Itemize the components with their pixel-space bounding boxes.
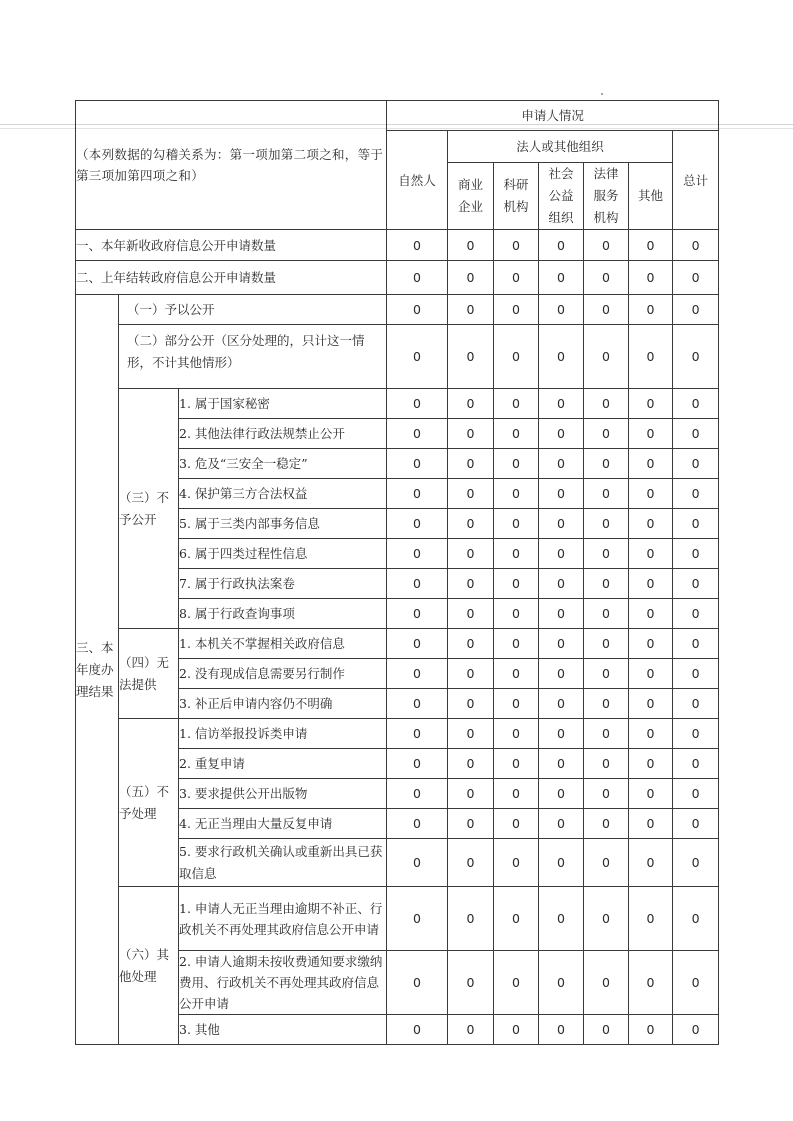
other-process-group-label: [119, 887, 179, 1045]
value-cell: 0: [448, 629, 494, 659]
value-cell: 0: [584, 1015, 629, 1045]
value-cell: 0: [539, 389, 584, 419]
value-cell: 0: [539, 569, 584, 599]
value-cell: 0: [629, 629, 673, 659]
total-cell: 0: [673, 261, 719, 295]
value-cell: 0: [629, 479, 673, 509]
value-cell: 0: [448, 419, 494, 449]
total-cell: 0: [673, 749, 719, 779]
value-cell: 0: [494, 719, 539, 749]
value-cell: 0: [494, 419, 539, 449]
value-cell: 0: [448, 839, 494, 887]
value-cell: 0: [387, 951, 448, 1015]
value-cell: 0: [387, 809, 448, 839]
value-cell: 0: [494, 509, 539, 539]
table-row: [76, 325, 719, 389]
row-label: 3. 补正后申请内容仍不明确: [179, 689, 387, 719]
value-cell: 0: [448, 479, 494, 509]
row-label: 1. 属于国家秘密: [179, 389, 387, 419]
value-cell: 0: [387, 261, 448, 295]
row-label: 3. 要求提供公开出版物: [179, 779, 387, 809]
total-cell: 0: [673, 629, 719, 659]
value-cell: 0: [494, 1015, 539, 1045]
section3-label-line: 年度办: [76, 661, 114, 677]
total-cell: 0: [673, 325, 719, 389]
header-row-1: [76, 101, 719, 131]
not-process-group-label: [119, 719, 179, 887]
total-cell: 0: [673, 479, 719, 509]
value-cell: 0: [584, 479, 629, 509]
row-label: 1. 申请人无正当理由逾期不补正、行政机关不再处理其政府信息公开申请: [179, 887, 387, 951]
value-cell: 0: [584, 449, 629, 479]
col-header-line: 机构: [503, 199, 529, 214]
value-cell: 0: [494, 261, 539, 295]
not-disclose-group-label: [119, 389, 179, 629]
row-label: 3. 危及“三安全一稳定”: [179, 449, 387, 479]
value-cell: 0: [387, 419, 448, 449]
col-header-line: 公益: [548, 188, 574, 203]
value-cell: 0: [387, 659, 448, 689]
table-row: [76, 719, 719, 749]
value-cell: 0: [387, 295, 448, 325]
value-cell: 0: [629, 719, 673, 749]
value-cell: 0: [448, 569, 494, 599]
value-cell: 0: [494, 749, 539, 779]
row-label: 1. 信访举报投诉类申请: [179, 719, 387, 749]
col-header-business: [448, 163, 494, 230]
value-cell: 0: [584, 951, 629, 1015]
scan-speck: [601, 93, 603, 95]
table-row: [76, 887, 719, 951]
table-row: [76, 230, 719, 261]
value-cell: 0: [539, 539, 584, 569]
value-cell: 0: [448, 295, 494, 325]
row-label: 5. 属于三类内部事务信息: [179, 509, 387, 539]
total-cell: 0: [673, 659, 719, 689]
value-cell: 0: [629, 325, 673, 389]
total-cell: 0: [673, 809, 719, 839]
col-header-other: [629, 163, 673, 230]
value-cell: 0: [494, 389, 539, 419]
table-row: [76, 295, 719, 325]
total-cell: 0: [673, 779, 719, 809]
row-label: 2. 重复申请: [179, 749, 387, 779]
total-cell: 0: [673, 569, 719, 599]
col-header-line: 其他: [638, 188, 664, 203]
value-cell: 0: [584, 809, 629, 839]
value-cell: 0: [448, 509, 494, 539]
group-label-line: 予公开: [119, 511, 157, 527]
total-cell: 0: [673, 839, 719, 887]
value-cell: 0: [539, 230, 584, 261]
value-cell: 0: [387, 839, 448, 887]
col-header-line: 服务: [593, 188, 619, 203]
total-cell: 0: [673, 1015, 719, 1045]
row-label-disclose: （一）予以公开: [119, 295, 387, 325]
value-cell: 0: [387, 1015, 448, 1045]
total-cell: 0: [673, 449, 719, 479]
value-cell: 0: [494, 809, 539, 839]
value-cell: 0: [448, 325, 494, 389]
value-cell: 0: [539, 719, 584, 749]
value-cell: 0: [494, 951, 539, 1015]
value-cell: 0: [539, 951, 584, 1015]
value-cell: 0: [539, 479, 584, 509]
value-cell: 0: [629, 419, 673, 449]
total-cell: 0: [673, 951, 719, 1015]
value-cell: 0: [629, 569, 673, 599]
total-cell: 0: [673, 389, 719, 419]
total-cell: 0: [673, 539, 719, 569]
col-header-line: 法律: [593, 166, 619, 181]
total-header: 总计: [673, 131, 719, 230]
value-cell: 0: [448, 749, 494, 779]
group-label-line: （四）无: [119, 654, 170, 670]
row-label: 2. 其他法律行政法规禁止公开: [179, 419, 387, 449]
value-cell: 0: [494, 659, 539, 689]
value-cell: 0: [387, 749, 448, 779]
value-cell: 0: [387, 629, 448, 659]
value-cell: 0: [387, 887, 448, 951]
row-label: 6. 属于四类过程性信息: [179, 539, 387, 569]
value-cell: 0: [539, 887, 584, 951]
row-label: 5. 要求行政机关确认或重新出具已获取信息: [179, 839, 387, 887]
section3-label-line: 理结果: [76, 683, 114, 699]
value-cell: 0: [448, 261, 494, 295]
value-cell: 0: [584, 719, 629, 749]
value-cell: 0: [448, 689, 494, 719]
value-cell: 0: [584, 749, 629, 779]
section3-label: [76, 295, 119, 1045]
group-label-line: 他处理: [119, 968, 157, 984]
value-cell: 0: [629, 887, 673, 951]
value-cell: 0: [584, 261, 629, 295]
value-cell: 0: [539, 261, 584, 295]
value-cell: 0: [539, 599, 584, 629]
value-cell: 0: [584, 230, 629, 261]
value-cell: 0: [584, 839, 629, 887]
value-cell: 0: [629, 839, 673, 887]
value-cell: 0: [584, 659, 629, 689]
cannot-provide-group-label: [119, 629, 179, 719]
value-cell: 0: [448, 539, 494, 569]
value-cell: 0: [387, 509, 448, 539]
col-header-line: 组织: [548, 210, 574, 225]
total-cell: 0: [673, 419, 719, 449]
natural-person-header: 自然人: [387, 131, 448, 230]
col-header-line: 企业: [458, 199, 484, 214]
row-label: 4. 保护第三方合法权益: [179, 479, 387, 509]
value-cell: 0: [629, 689, 673, 719]
row-label: 8. 属于行政查询事项: [179, 599, 387, 629]
group-label-line: （五）不: [119, 783, 170, 799]
value-cell: 0: [448, 599, 494, 629]
col-header-research: [494, 163, 539, 230]
value-cell: 0: [494, 230, 539, 261]
value-cell: 0: [539, 295, 584, 325]
value-cell: 0: [539, 449, 584, 479]
value-cell: 0: [387, 325, 448, 389]
value-cell: 0: [539, 1015, 584, 1045]
value-cell: 0: [539, 629, 584, 659]
value-cell: 0: [584, 295, 629, 325]
table-row: [76, 629, 719, 659]
value-cell: 0: [448, 659, 494, 689]
value-cell: 0: [448, 887, 494, 951]
total-cell: 0: [673, 509, 719, 539]
total-cell: 0: [673, 295, 719, 325]
note-text: （本列数据的勾稽关系为：第一项加第二项之和，等于第三项加第四项之和）: [76, 147, 384, 183]
value-cell: 0: [494, 539, 539, 569]
value-cell: 0: [629, 539, 673, 569]
value-cell: 0: [448, 449, 494, 479]
value-cell: 0: [629, 779, 673, 809]
value-cell: 0: [539, 779, 584, 809]
value-cell: 0: [584, 419, 629, 449]
value-cell: 0: [494, 479, 539, 509]
col-header-public-welfare: [539, 163, 584, 230]
value-cell: 0: [629, 659, 673, 689]
value-cell: 0: [629, 261, 673, 295]
value-cell: 0: [629, 295, 673, 325]
applicant-group-header: 申请人情况: [387, 101, 719, 131]
value-cell: 0: [629, 599, 673, 629]
total-cell: 0: [673, 719, 719, 749]
group-label-line: 予处理: [119, 805, 157, 821]
value-cell: 0: [584, 389, 629, 419]
total-cell: 0: [673, 689, 719, 719]
value-cell: 0: [539, 749, 584, 779]
value-cell: 0: [494, 295, 539, 325]
value-cell: 0: [448, 389, 494, 419]
value-cell: 0: [387, 389, 448, 419]
value-cell: 0: [629, 809, 673, 839]
value-cell: 0: [387, 479, 448, 509]
row-label: 4. 无正当理由大量反复申请: [179, 809, 387, 839]
total-cell: 0: [673, 599, 719, 629]
col-header-line: 科研: [503, 177, 529, 192]
value-cell: 0: [387, 569, 448, 599]
row-label: 2. 没有现成信息需要另行制作: [179, 659, 387, 689]
value-cell: 0: [387, 689, 448, 719]
value-cell: 0: [539, 809, 584, 839]
value-cell: 0: [448, 1015, 494, 1045]
row-label-new-requests: 一、本年新收政府信息公开申请数量: [76, 230, 387, 261]
value-cell: 0: [494, 629, 539, 659]
value-cell: 0: [448, 779, 494, 809]
table-note: [76, 101, 387, 230]
value-cell: 0: [387, 230, 448, 261]
value-cell: 0: [494, 569, 539, 599]
value-cell: 0: [539, 839, 584, 887]
value-cell: 0: [584, 509, 629, 539]
value-cell: 0: [584, 629, 629, 659]
table-row: [76, 389, 719, 419]
value-cell: 0: [387, 779, 448, 809]
value-cell: 0: [539, 509, 584, 539]
value-cell: 0: [539, 689, 584, 719]
value-cell: 0: [629, 449, 673, 479]
value-cell: 0: [494, 325, 539, 389]
table-row: [76, 261, 719, 295]
value-cell: 0: [584, 689, 629, 719]
value-cell: 0: [629, 951, 673, 1015]
row-label-partial-disclose: （二）部分公开（区分处理的，只计这一情形，不计其他情形）: [119, 325, 387, 389]
row-label: 3. 其他: [179, 1015, 387, 1045]
group-label-line: （六）其: [119, 946, 170, 962]
value-cell: 0: [494, 779, 539, 809]
value-cell: 0: [629, 749, 673, 779]
value-cell: 0: [629, 1015, 673, 1045]
row-label: 1. 本机关不掌握相关政府信息: [179, 629, 387, 659]
value-cell: 0: [539, 325, 584, 389]
value-cell: 0: [629, 389, 673, 419]
value-cell: 0: [584, 569, 629, 599]
value-cell: 0: [584, 779, 629, 809]
value-cell: 0: [584, 599, 629, 629]
col-header-line: 机构: [593, 210, 619, 225]
row-label: 7. 属于行政执法案卷: [179, 569, 387, 599]
value-cell: 0: [387, 449, 448, 479]
statistics-table: [75, 100, 719, 1045]
value-cell: 0: [629, 230, 673, 261]
col-header-line: 商业: [458, 177, 484, 192]
value-cell: 0: [387, 719, 448, 749]
value-cell: 0: [387, 599, 448, 629]
value-cell: 0: [539, 419, 584, 449]
group-label-line: （三）不: [119, 489, 170, 505]
value-cell: 0: [494, 599, 539, 629]
section3-label-line: 三、本: [76, 639, 114, 655]
value-cell: 0: [629, 509, 673, 539]
value-cell: 0: [494, 689, 539, 719]
value-cell: 0: [494, 839, 539, 887]
col-header-legal-service: [584, 163, 629, 230]
value-cell: 0: [448, 719, 494, 749]
value-cell: 0: [584, 539, 629, 569]
row-label: 2. 申请人逾期未按收费通知要求缴纳费用、行政机关不再处理其政府信息公开申请: [179, 951, 387, 1015]
value-cell: 0: [448, 809, 494, 839]
value-cell: 0: [494, 449, 539, 479]
col-header-line: 社会: [548, 166, 574, 181]
group-label-line: 法提供: [119, 676, 157, 692]
row-label-carried-over: 二、上年结转政府信息公开申请数量: [76, 261, 387, 295]
legal-group-header: 法人或其他组织: [448, 131, 673, 163]
value-cell: 0: [584, 325, 629, 389]
value-cell: 0: [584, 887, 629, 951]
value-cell: 0: [494, 887, 539, 951]
value-cell: 0: [448, 230, 494, 261]
value-cell: 0: [539, 659, 584, 689]
value-cell: 0: [448, 951, 494, 1015]
total-cell: 0: [673, 887, 719, 951]
total-cell: 0: [673, 230, 719, 261]
value-cell: 0: [387, 539, 448, 569]
